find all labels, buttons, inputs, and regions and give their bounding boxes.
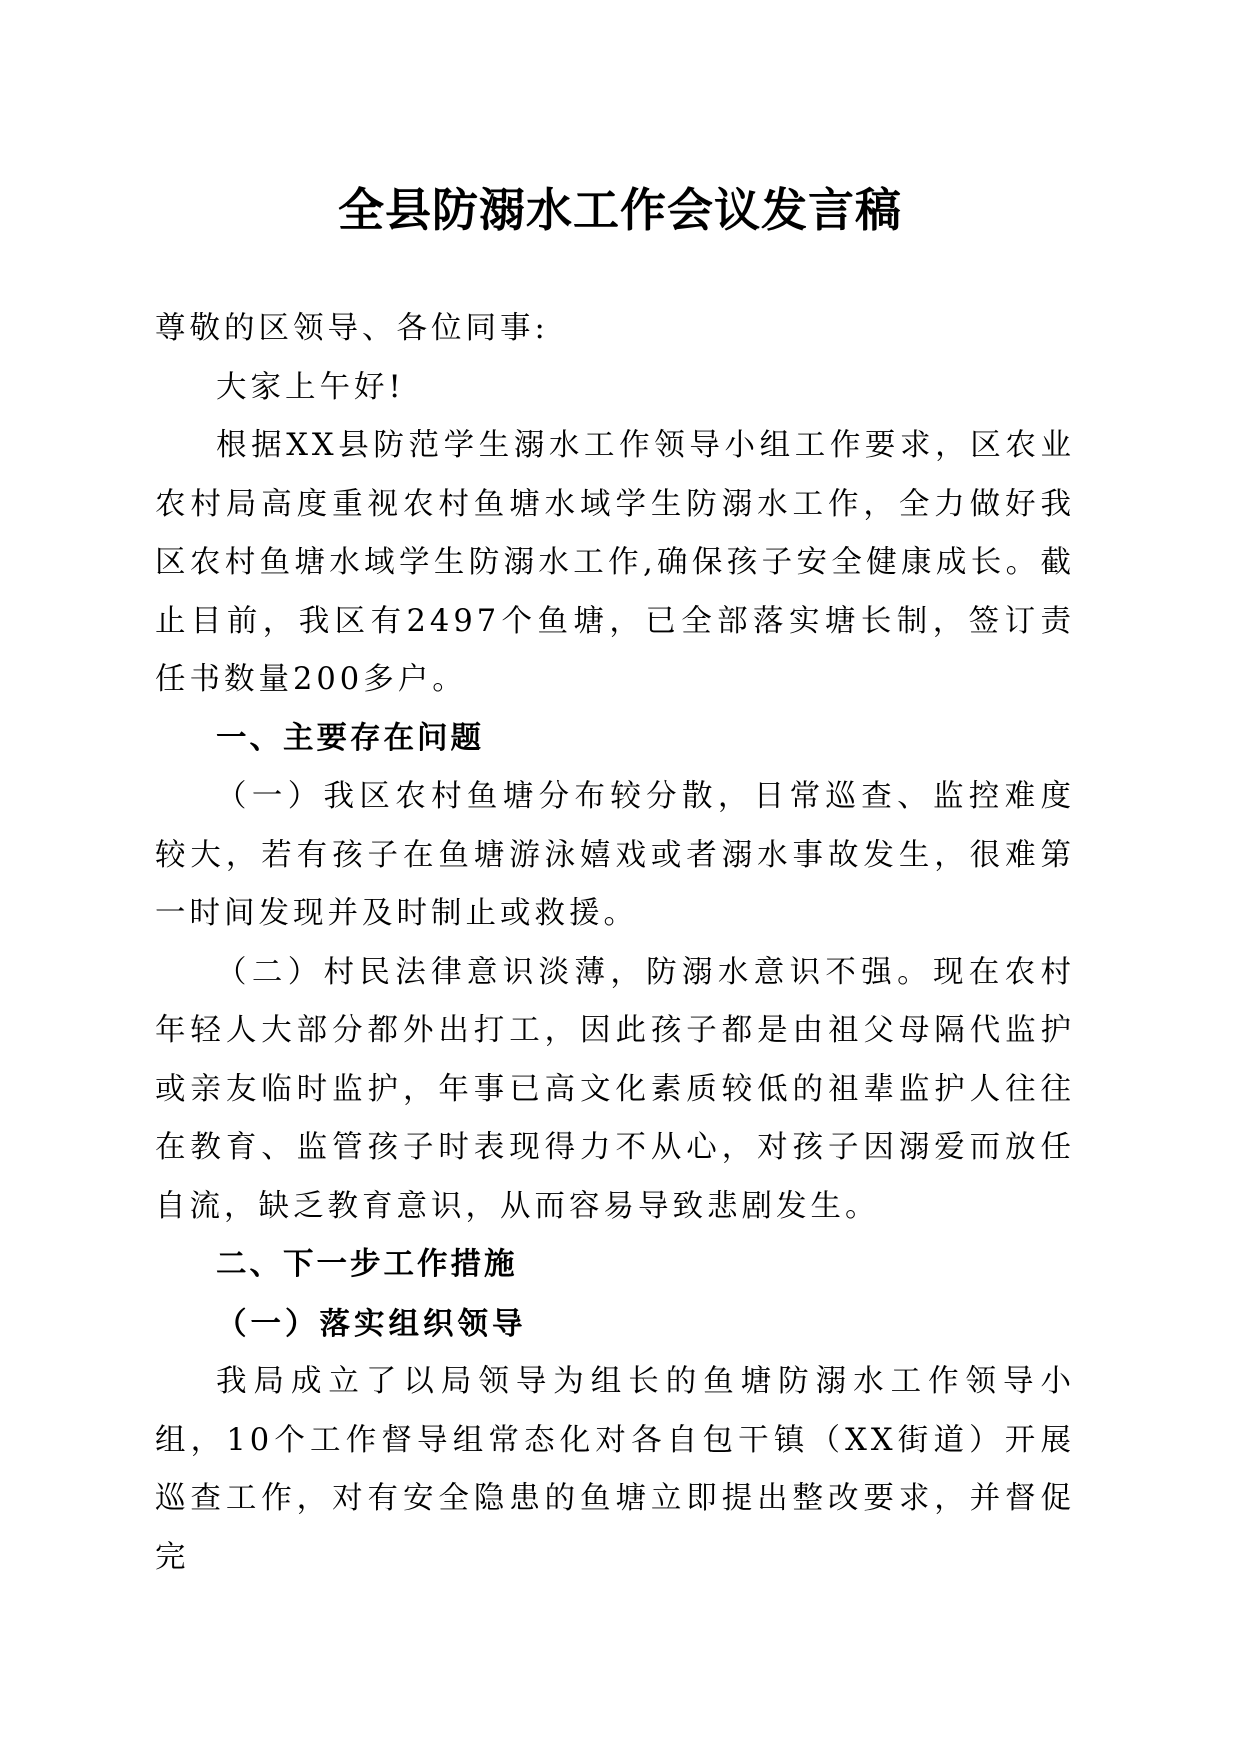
intro-paragraph: 根据XX县防范学生溺水工作领导小组工作要求，区农业农村局高度重视农村鱼塘水域学生防溺水工作，全力做好我区农村鱼塘水域学生防溺水工作,确保孩子安全健康成长。截止目前，我区有2497个鱼塘，已全部落实塘长制，签订责任书数量200多户。 <box>155 428 1075 697</box>
section-2-paragraph-1: 我局成立了以局领导为组长的鱼塘防溺水工作领导小组，10个工作督导组常态化对各自包干镇（XX街道）开展巡查工作，对有安全隐患的鱼塘立即提出整改要求，并督促完 <box>155 1364 1075 1575</box>
document-body <box>155 300 1075 1587</box>
section-1-heading: 一、主要存在问题 <box>216 720 484 756</box>
section-2-subheading-1: （一）落实组织领导 <box>216 1305 527 1342</box>
document-title: 全县防溺水工作会议发言稿 <box>338 183 902 237</box>
section-2-heading: 二、下一步工作措施 <box>216 1247 518 1282</box>
section-1-item-1: （一）我区农村鱼塘分布较分散，日常巡查、监控难度较大，若有孩子在鱼塘游泳嬉戏或者溺水事故发生，很难第一时间发现并及时制止或救援。 <box>155 779 1075 931</box>
section-1-item-2: （二）村民法律意识淡薄，防溺水意识不强。现在农村年轻人大部分都外出打工，因此孩子都是由祖父母隔代监护或亲友临时监护，年事已高文化素质较低的祖辈监护人往往在教育、监管孩子时表现得力不从心，对孩子因溺爱而放任自流，缺乏教育意识，从而容易导致悲剧发生。 <box>155 954 1075 1224</box>
salutation: 尊敬的区领导、各位同事: <box>155 311 549 346</box>
greeting: 大家上午好! <box>216 369 405 405</box>
